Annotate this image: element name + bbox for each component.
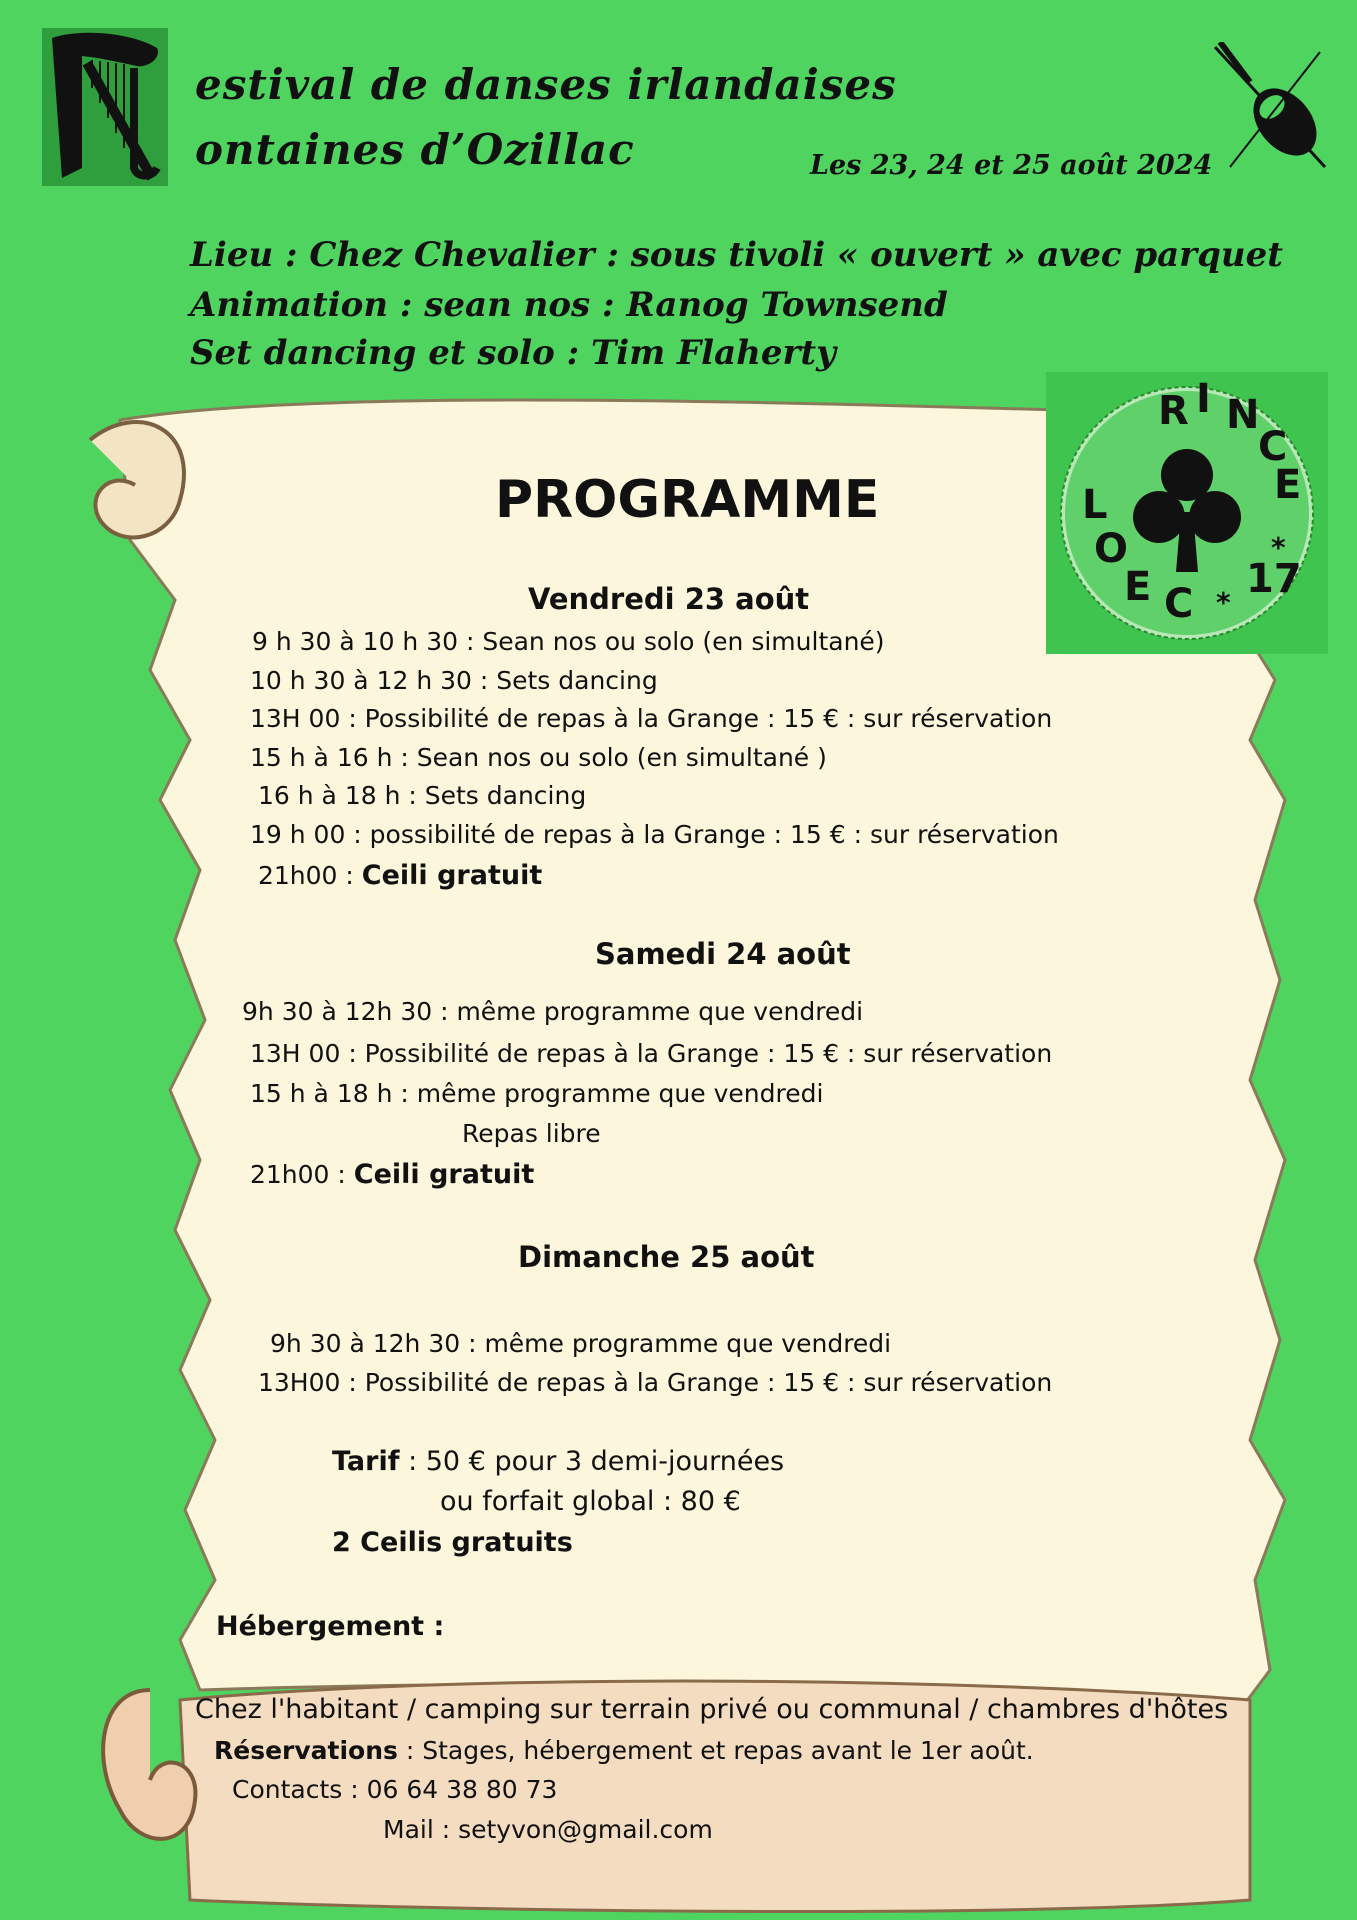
festival-title-line2: ontaines d’Ozillac [195,125,635,174]
svg-text:I: I [1196,376,1211,422]
svg-text:17: 17 [1246,556,1302,602]
sunday-line: 13H00 : Possibilité de repas à la Grange : 15 € : sur réservation [258,1368,1053,1397]
svg-text:C: C [1258,424,1288,470]
contacts-line: Contacts : 06 64 38 80 73 [232,1775,558,1804]
friday-line: 9 h 30 à 10 h 30 : Sean nos ou solo (en simultané) [252,627,885,656]
ceilis-gratuits: 2 Ceilis gratuits [332,1527,573,1558]
animation-line: Animation : sean nos : Ranog Townsend [190,285,948,325]
ceili-label: Ceili gratuit [353,1159,535,1190]
mail-line: Mail : setyvon@gmail.com [383,1815,713,1844]
programme-title: PROGRAMME [495,470,880,530]
friday-line: 10 h 30 à 12 h 30 : Sets dancing [250,666,658,695]
friday-ceili [258,860,542,891]
hebergement-label: Hébergement : [216,1611,445,1642]
festival-dates: Les 23, 24 et 25 août 2024 [810,150,1213,181]
saturday-ceili [250,1159,534,1190]
svg-text:C: C [1164,581,1194,627]
festival-title-line1: estival de danses irlandaises [195,60,897,109]
sunday-line: 9h 30 à 12h 30 : même programme que vendredi [270,1329,892,1358]
violin-icon [1210,42,1340,172]
ceili-time: 21h00 : [250,1160,354,1189]
tarif-label: Tarif [332,1446,400,1477]
sunday-heading: Dimanche 25 août [518,1240,815,1274]
set-dancing-line: Set dancing et solo : Tim Flaherty [190,333,836,373]
saturday-line: 9h 30 à 12h 30 : même programme que vendredi [242,997,864,1026]
svg-text:*: * [1271,531,1286,564]
forfait-line: ou forfait global : 80 € [440,1486,741,1517]
tarif-line [332,1446,784,1477]
hebergement-options: Chez l'habitant / camping sur terrain privé ou communal / chambres d'hôtes [195,1694,1229,1725]
svg-text:*: * [1216,586,1231,619]
reservations-text: : Stages, hébergement et repas avant le 1er août. [397,1736,1034,1765]
svg-text:E: E [1124,564,1152,610]
lieu-line: Lieu : Chez Chevalier : sous tivoli « ouvert » avec parquet [190,235,1283,275]
tarif-price: : 50 € pour 3 demi-journées [399,1446,785,1477]
reservations-line [214,1736,1034,1765]
svg-text:R: R [1158,388,1189,434]
svg-text:L: L [1082,482,1108,528]
saturday-line: 15 h à 18 h : même programme que vendredi [250,1079,824,1108]
harp-icon [42,28,168,186]
friday-line: 16 h à 18 h : Sets dancing [258,781,587,810]
saturday-heading: Samedi 24 août [595,937,851,971]
svg-text:N: N [1226,392,1260,438]
reservations-label: Réservations [214,1736,398,1765]
friday-line: 13H 00 : Possibilité de repas à la Grange : 15 € : sur réservation [250,704,1053,733]
svg-text:O: O [1094,526,1129,572]
ceili-label: Ceili gratuit [361,860,543,891]
repas-libre: Repas libre [462,1119,601,1148]
friday-heading: Vendredi 23 août [528,582,810,616]
friday-line: 19 h 00 : possibilité de repas à la Grange : 15 € : sur réservation [250,820,1059,849]
ceili-time: 21h00 : [258,861,362,890]
friday-line: 15 h à 16 h : Sean nos ou solo (en simultané ) [250,743,827,772]
saturday-line: 13H 00 : Possibilité de repas à la Grange : 15 € : sur réservation [250,1039,1053,1068]
svg-text:E: E [1274,462,1302,508]
rince-ceol-logo [1046,372,1328,654]
